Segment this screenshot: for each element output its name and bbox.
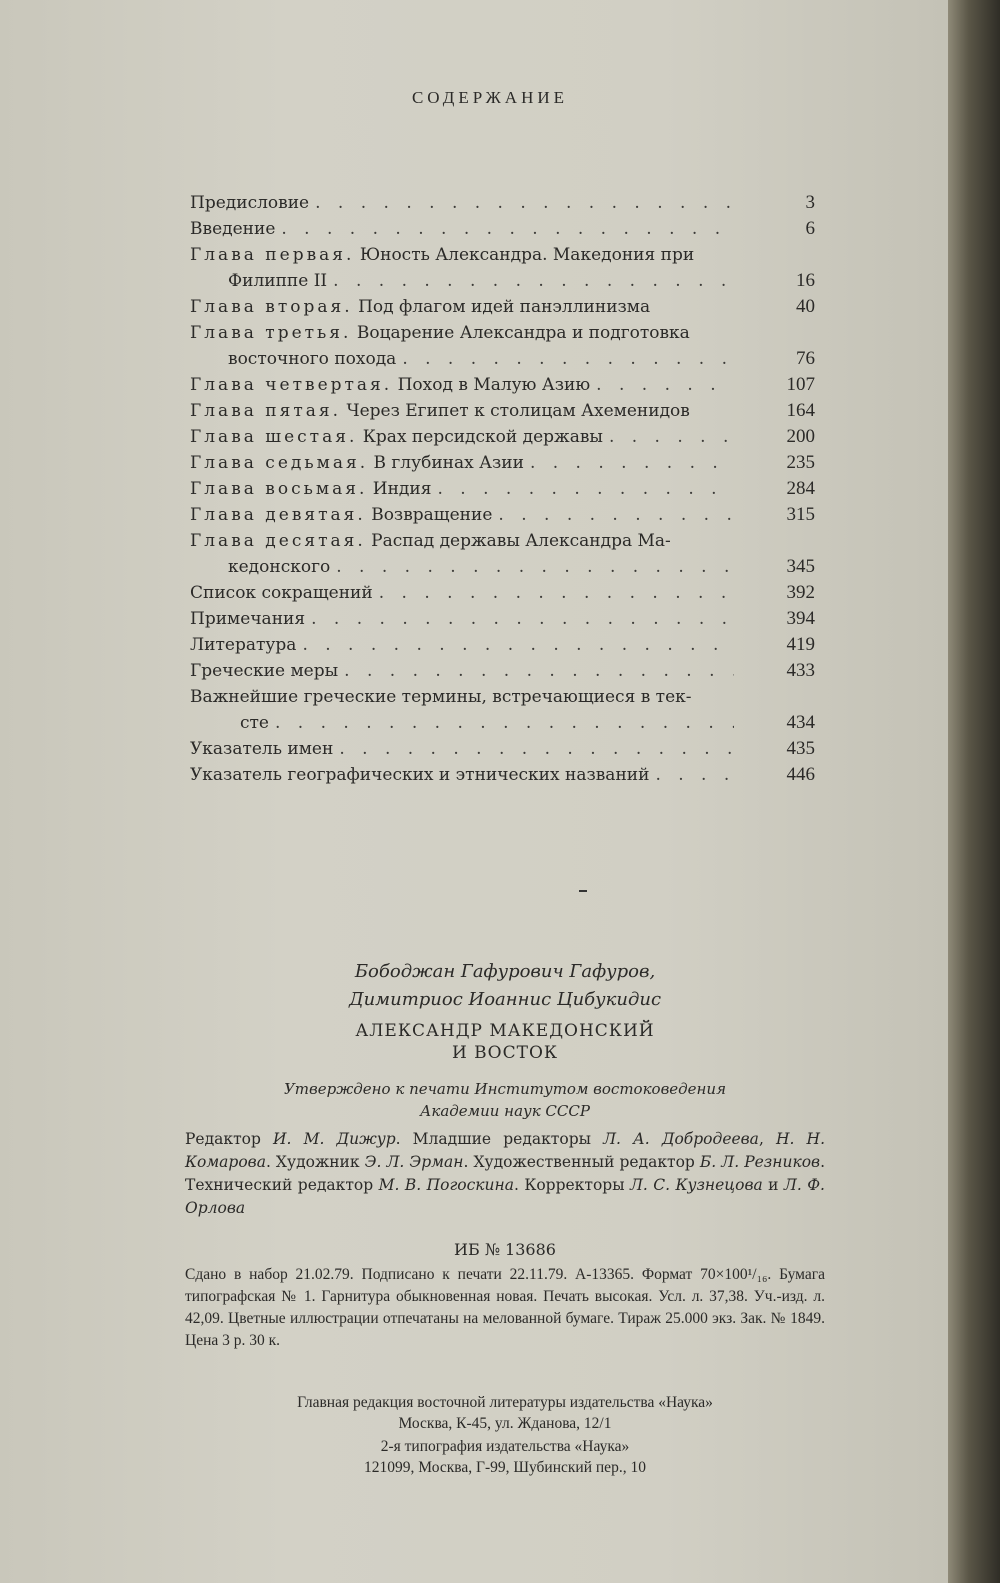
toc-entry — [190, 242, 815, 294]
toc-chapter-label: Глава девятая. — [190, 505, 366, 525]
credit-text: . Технический редактор — [185, 1153, 825, 1194]
toc-entry — [190, 320, 815, 372]
authors — [185, 958, 825, 1014]
credit-text: . Художник — [265, 1153, 365, 1171]
toc-page-number: 392 — [786, 582, 815, 603]
toc-chapter-label: Глава восьмая. — [190, 479, 368, 499]
typography-info — [185, 1436, 825, 1478]
book-title-line-2: И ВОСТОК — [451, 1043, 559, 1063]
toc-page-number: 76 — [796, 348, 815, 369]
toc-entry — [190, 294, 815, 320]
toc-page-number: 235 — [786, 452, 815, 473]
editor-name: Б. Л. Резников — [699, 1153, 821, 1171]
toc-entry — [190, 632, 815, 658]
credit-text: и — [762, 1176, 784, 1194]
toc-entry — [190, 606, 815, 632]
editors-credits — [185, 1128, 825, 1220]
toc-entry-text: Распад державы Александра Ма- — [371, 531, 671, 551]
toc-entry — [190, 190, 815, 216]
toc-entry-text: Через Египет к столицам Ахеменидов — [346, 401, 690, 421]
toc-entry-continuation: сте — [240, 713, 269, 733]
author-1: Бободжан Гафурович Гафуров, — [354, 961, 656, 982]
separator-mark — [579, 890, 587, 892]
editor-name: Н. Н. Комарова — [185, 1130, 825, 1171]
publisher-line-2: Москва, К-45, ул. Жданова, 12/1 — [398, 1415, 612, 1432]
toc-entry-text: Индия — [372, 479, 432, 499]
toc-chapter-label: Глава пятая. — [190, 401, 342, 421]
editor-name: Л. Ф. Орлова — [185, 1176, 825, 1217]
typography-line-2: 121099, Москва, Г-99, Шубинский пер., 10 — [364, 1459, 646, 1476]
toc-entry — [190, 528, 815, 580]
toc-entry-text: Важнейшие греческие термины, встречающиеся в тек- — [190, 687, 692, 707]
printing-details: Сдано в набор 21.02.79. Подписано к печати 22.11.79. А-13365. Формат 70×100¹/₁₆. Бумага типографская № 1. Гарнитура обыкновенная новая. Печать высокая. Усл. л. 37,38. Уч.-изд. л. 42,09. Цветные иллюстрации отпечатаны на мелованной бумаге. Тираж 25.000 экз. Зак. № 1849. Цена 3 р. 30 к. — [185, 1266, 825, 1349]
toc-page-number: 164 — [786, 400, 815, 421]
toc-entry — [190, 580, 815, 606]
toc-entry — [190, 476, 815, 502]
toc-entry-text: Литература — [190, 635, 297, 655]
editor-name: М. В. Погоскина — [378, 1176, 514, 1194]
book-title — [185, 1020, 825, 1064]
toc-entry-text: Воцарение Александра и подготовка — [356, 323, 690, 343]
approval-note — [185, 1078, 825, 1122]
toc-page-number: 419 — [786, 634, 815, 655]
toc-entry — [190, 450, 815, 476]
credit-text: Редактор — [185, 1130, 274, 1148]
book-spine-edge — [948, 0, 1000, 1583]
toc-chapter-label: Глава шестая. — [190, 427, 358, 447]
toc-entry-text: Под флагом идей панэллинизма — [358, 297, 651, 317]
toc-page-number: 3 — [805, 192, 815, 213]
editor-name: Э. Л. Эрман — [364, 1153, 464, 1171]
toc-entry — [190, 502, 815, 528]
approval-line-2: Академии наук СССР — [420, 1102, 590, 1120]
toc-entry — [190, 424, 815, 450]
toc-page-number: 315 — [786, 504, 815, 525]
toc-chapter-label: Глава седьмая. — [190, 453, 369, 473]
toc-entry — [190, 216, 815, 242]
toc-page-number: 284 — [786, 478, 815, 499]
toc-entry-text: Указатель имен — [190, 739, 334, 759]
table-of-contents — [190, 190, 815, 788]
toc-entry — [190, 736, 815, 762]
toc-entry — [190, 684, 815, 736]
book-title-line-1: АЛЕКСАНДР МАКЕДОНСКИЙ — [355, 1021, 655, 1041]
toc-page-number: 107 — [786, 374, 815, 395]
publisher-info — [185, 1392, 825, 1434]
toc-entry-continuation: восточного похода — [228, 349, 397, 369]
toc-chapter-label: Глава вторая. — [190, 297, 353, 317]
toc-page-number: 6 — [805, 218, 815, 239]
ib-number: ИБ № 13686 — [454, 1240, 556, 1259]
typography-line-1: 2-я типография издательства «Наука» — [380, 1438, 630, 1455]
toc-entry — [190, 658, 815, 684]
toc-page-number: 433 — [786, 660, 815, 681]
page-title: СОДЕРЖАНИЕ — [411, 88, 569, 107]
toc-entry-text: Указатель географических и этнических названий — [190, 765, 650, 785]
toc-entry — [190, 372, 815, 398]
approval-line-1: Утверждено к печати Институтом востоковедения — [283, 1080, 727, 1098]
publisher-line-1: Главная редакция восточной литературы издательства «Наука» — [297, 1394, 713, 1411]
toc-page-number: 345 — [786, 556, 815, 577]
toc-entry-text: Предисловие — [190, 193, 310, 213]
toc-entry-text: Введение — [190, 219, 276, 239]
toc-entry — [190, 398, 815, 424]
toc-entry-text: Греческие меры — [190, 661, 339, 681]
author-2: Димитриос Иоаннис Цибукидис — [348, 989, 662, 1010]
toc-chapter-label: Глава четвертая. — [190, 375, 393, 395]
credit-text: . Младшие редакторы — [395, 1130, 604, 1148]
toc-page-number: 200 — [786, 426, 815, 447]
toc-entry — [190, 762, 815, 788]
toc-entry-text: Юность Александра. Македония при — [359, 245, 695, 265]
toc-page-number: 40 — [796, 296, 815, 317]
toc-page-number: 435 — [786, 738, 815, 759]
toc-chapter-label: Глава десятая. — [190, 531, 366, 551]
credit-text: , — [758, 1130, 776, 1148]
toc-entry-text: Поход в Малую Азию — [397, 375, 591, 395]
toc-page-number: 394 — [786, 608, 815, 629]
credit-text: . Корректоры — [513, 1176, 630, 1194]
toc-entry-continuation: кедонского — [228, 557, 331, 577]
editor-name: Л. С. Кузнецова — [629, 1176, 763, 1194]
toc-entry-text: Примечания — [190, 609, 306, 629]
toc-page-number: 434 — [786, 712, 815, 733]
toc-entry-text: Возвращение — [371, 505, 493, 525]
editor-name: Л. А. Добродеева — [603, 1130, 759, 1148]
toc-entry-text: Крах персидской державы — [362, 427, 603, 447]
toc-entry-continuation: Филиппе II — [228, 271, 328, 291]
editor-name: И. М. Дижур — [273, 1130, 396, 1148]
toc-chapter-label: Глава первая. — [190, 245, 355, 265]
toc-page-number: 16 — [796, 270, 815, 291]
toc-page-number: 446 — [786, 764, 815, 785]
toc-chapter-label: Глава третья. — [190, 323, 352, 343]
credit-text: . Художественный редактор — [463, 1153, 700, 1171]
toc-entry-text: Список сокращений — [190, 583, 373, 603]
toc-entry-text: В глубинах Азии — [373, 453, 524, 473]
